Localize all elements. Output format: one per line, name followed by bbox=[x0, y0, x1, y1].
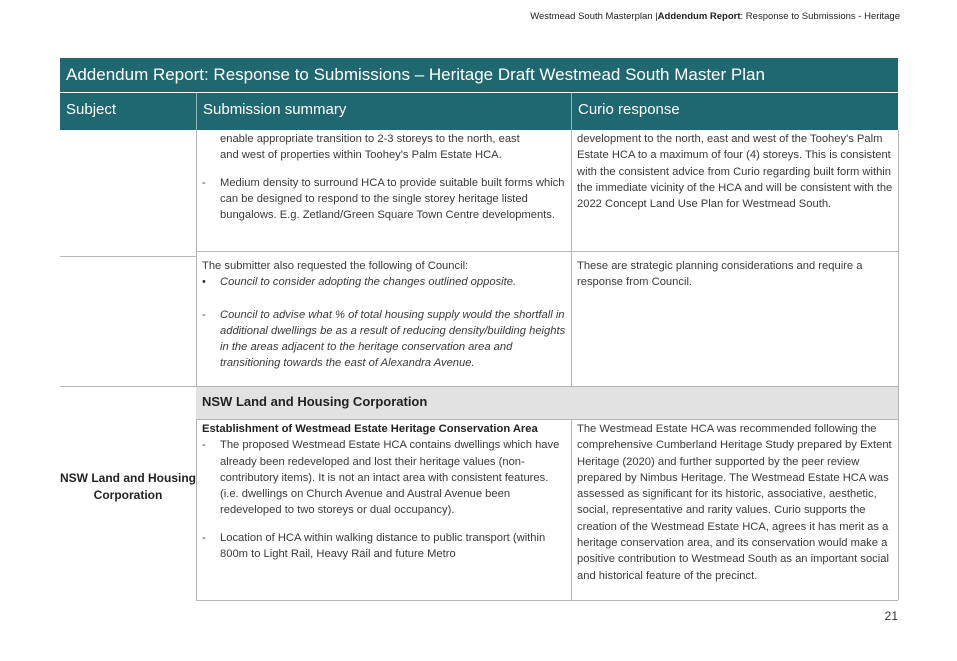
row3-bullet bbox=[202, 437, 566, 518]
row2-intro: The submitter also requested the following of Council: bbox=[202, 260, 469, 272]
row1-bullet bbox=[202, 175, 566, 224]
row3-subheading: Establishment of Westmead Estate Heritage Conservation Area bbox=[202, 423, 538, 435]
row3-bullet bbox=[202, 530, 566, 563]
bullet-marker: - bbox=[202, 308, 206, 321]
column-divider bbox=[571, 130, 572, 387]
row1-response: development to the north, east and west of the Toohey's Palm Estate HCA to a maximum of four (4) storeys. This is consistent with the consistent advice from Curio regarding built form within the immediate vicinity of the HCA and will be consistent with the 2022 Concept Land Use Plan for Westmead South. bbox=[577, 133, 893, 211]
row-divider bbox=[60, 256, 196, 257]
row-divider bbox=[196, 251, 898, 252]
page-number: 21 bbox=[884, 609, 898, 623]
bullet-marker: - bbox=[202, 176, 206, 189]
row1-summary-line: enable appropriate transition to 2-3 storeys to the north, east bbox=[220, 133, 520, 145]
row1-bullet-text: Medium density to surround HCA to provide suitable built forms which can be designed to respond to the single storey heritage listed bungalows. E.g. Zetland/Green Square Town Centre developments. bbox=[220, 176, 565, 222]
row3-response: The Westmead Estate HCA was recommended following the comprehensive Cumberland Heritage Study prepared by Extent Heritage (2020) and further supported by the peer review prepared by Nimbus Heritage. The Westmead Estate HCA was assessed as significant for its historic, associative, aesthetic, social, representative and rarity values. Curio supports the creation of the Westmead Estate HCA, agrees it has merit as a heritage conservation area, and its conservation would make a positive contribution to Westmead South as an important social and historical feature of the precinct. bbox=[577, 423, 892, 582]
header-report-rest: : Response to Submissions - Heritage bbox=[740, 11, 900, 22]
row2-bullet1-text: Council to consider adopting the changes outlined opposite. bbox=[220, 276, 517, 289]
subject-cell: NSW Land and Housing Corporation bbox=[60, 471, 196, 502]
row2-bullet bbox=[202, 307, 566, 372]
row2-bullet bbox=[202, 274, 566, 290]
table-right-border bbox=[898, 130, 899, 600]
table-bottom-border bbox=[196, 600, 898, 601]
row3-bullet2-text: Location of HCA within walking distance to public transport (within 800m to Light Rail, Heavy Rail and future Metro bbox=[220, 531, 546, 561]
row1-summary-line: and west of properties within Toohey's Palm Estate HCA. bbox=[220, 149, 502, 162]
header-doc-title: Westmead South Masterplan | bbox=[530, 11, 658, 22]
row2-bullet2-text: Council to advise what % of total housing supply would the shortfall in additional dwellings be as a result of reducing density/building heights in the areas adjacent to the heritage conservation area and transitioning towards the east of Alexandra Avenue. bbox=[220, 308, 566, 370]
bullet-marker: - bbox=[202, 439, 206, 452]
column-header-summary: Submission summary bbox=[196, 93, 571, 130]
header-report-bold: Addendum Report bbox=[657, 11, 741, 22]
running-header bbox=[530, 11, 900, 22]
column-header-response: Curio response bbox=[571, 93, 898, 130]
column-header-subject: Subject bbox=[66, 101, 117, 118]
row1-summary bbox=[202, 131, 566, 223]
section-heading: NSW Land and Housing Corporation bbox=[196, 387, 898, 419]
bullet-marker: - bbox=[202, 531, 206, 544]
column-divider bbox=[196, 130, 197, 600]
row3-summary bbox=[202, 421, 566, 562]
table-title: Addendum Report: Response to Submissions – Heritage Draft Westmead South Master Plan bbox=[60, 58, 898, 92]
row2-summary bbox=[202, 258, 566, 372]
bullet-marker: • bbox=[202, 276, 206, 289]
row-divider bbox=[196, 419, 898, 420]
column-divider bbox=[571, 419, 572, 600]
table-header-row bbox=[60, 93, 898, 130]
row2-response: These are strategic planning considerations and require a response from Council. bbox=[577, 260, 863, 289]
row3-bullet1-text: The proposed Westmead Estate HCA contains dwellings which have already been redeveloped and lost their heritage values (non-contributory items). It is not an intact area with consistent features. (i.e. dwellings on Church Avenue and Austral Avenue been redeveloped to two storeys or dual occupancy). bbox=[220, 439, 560, 517]
